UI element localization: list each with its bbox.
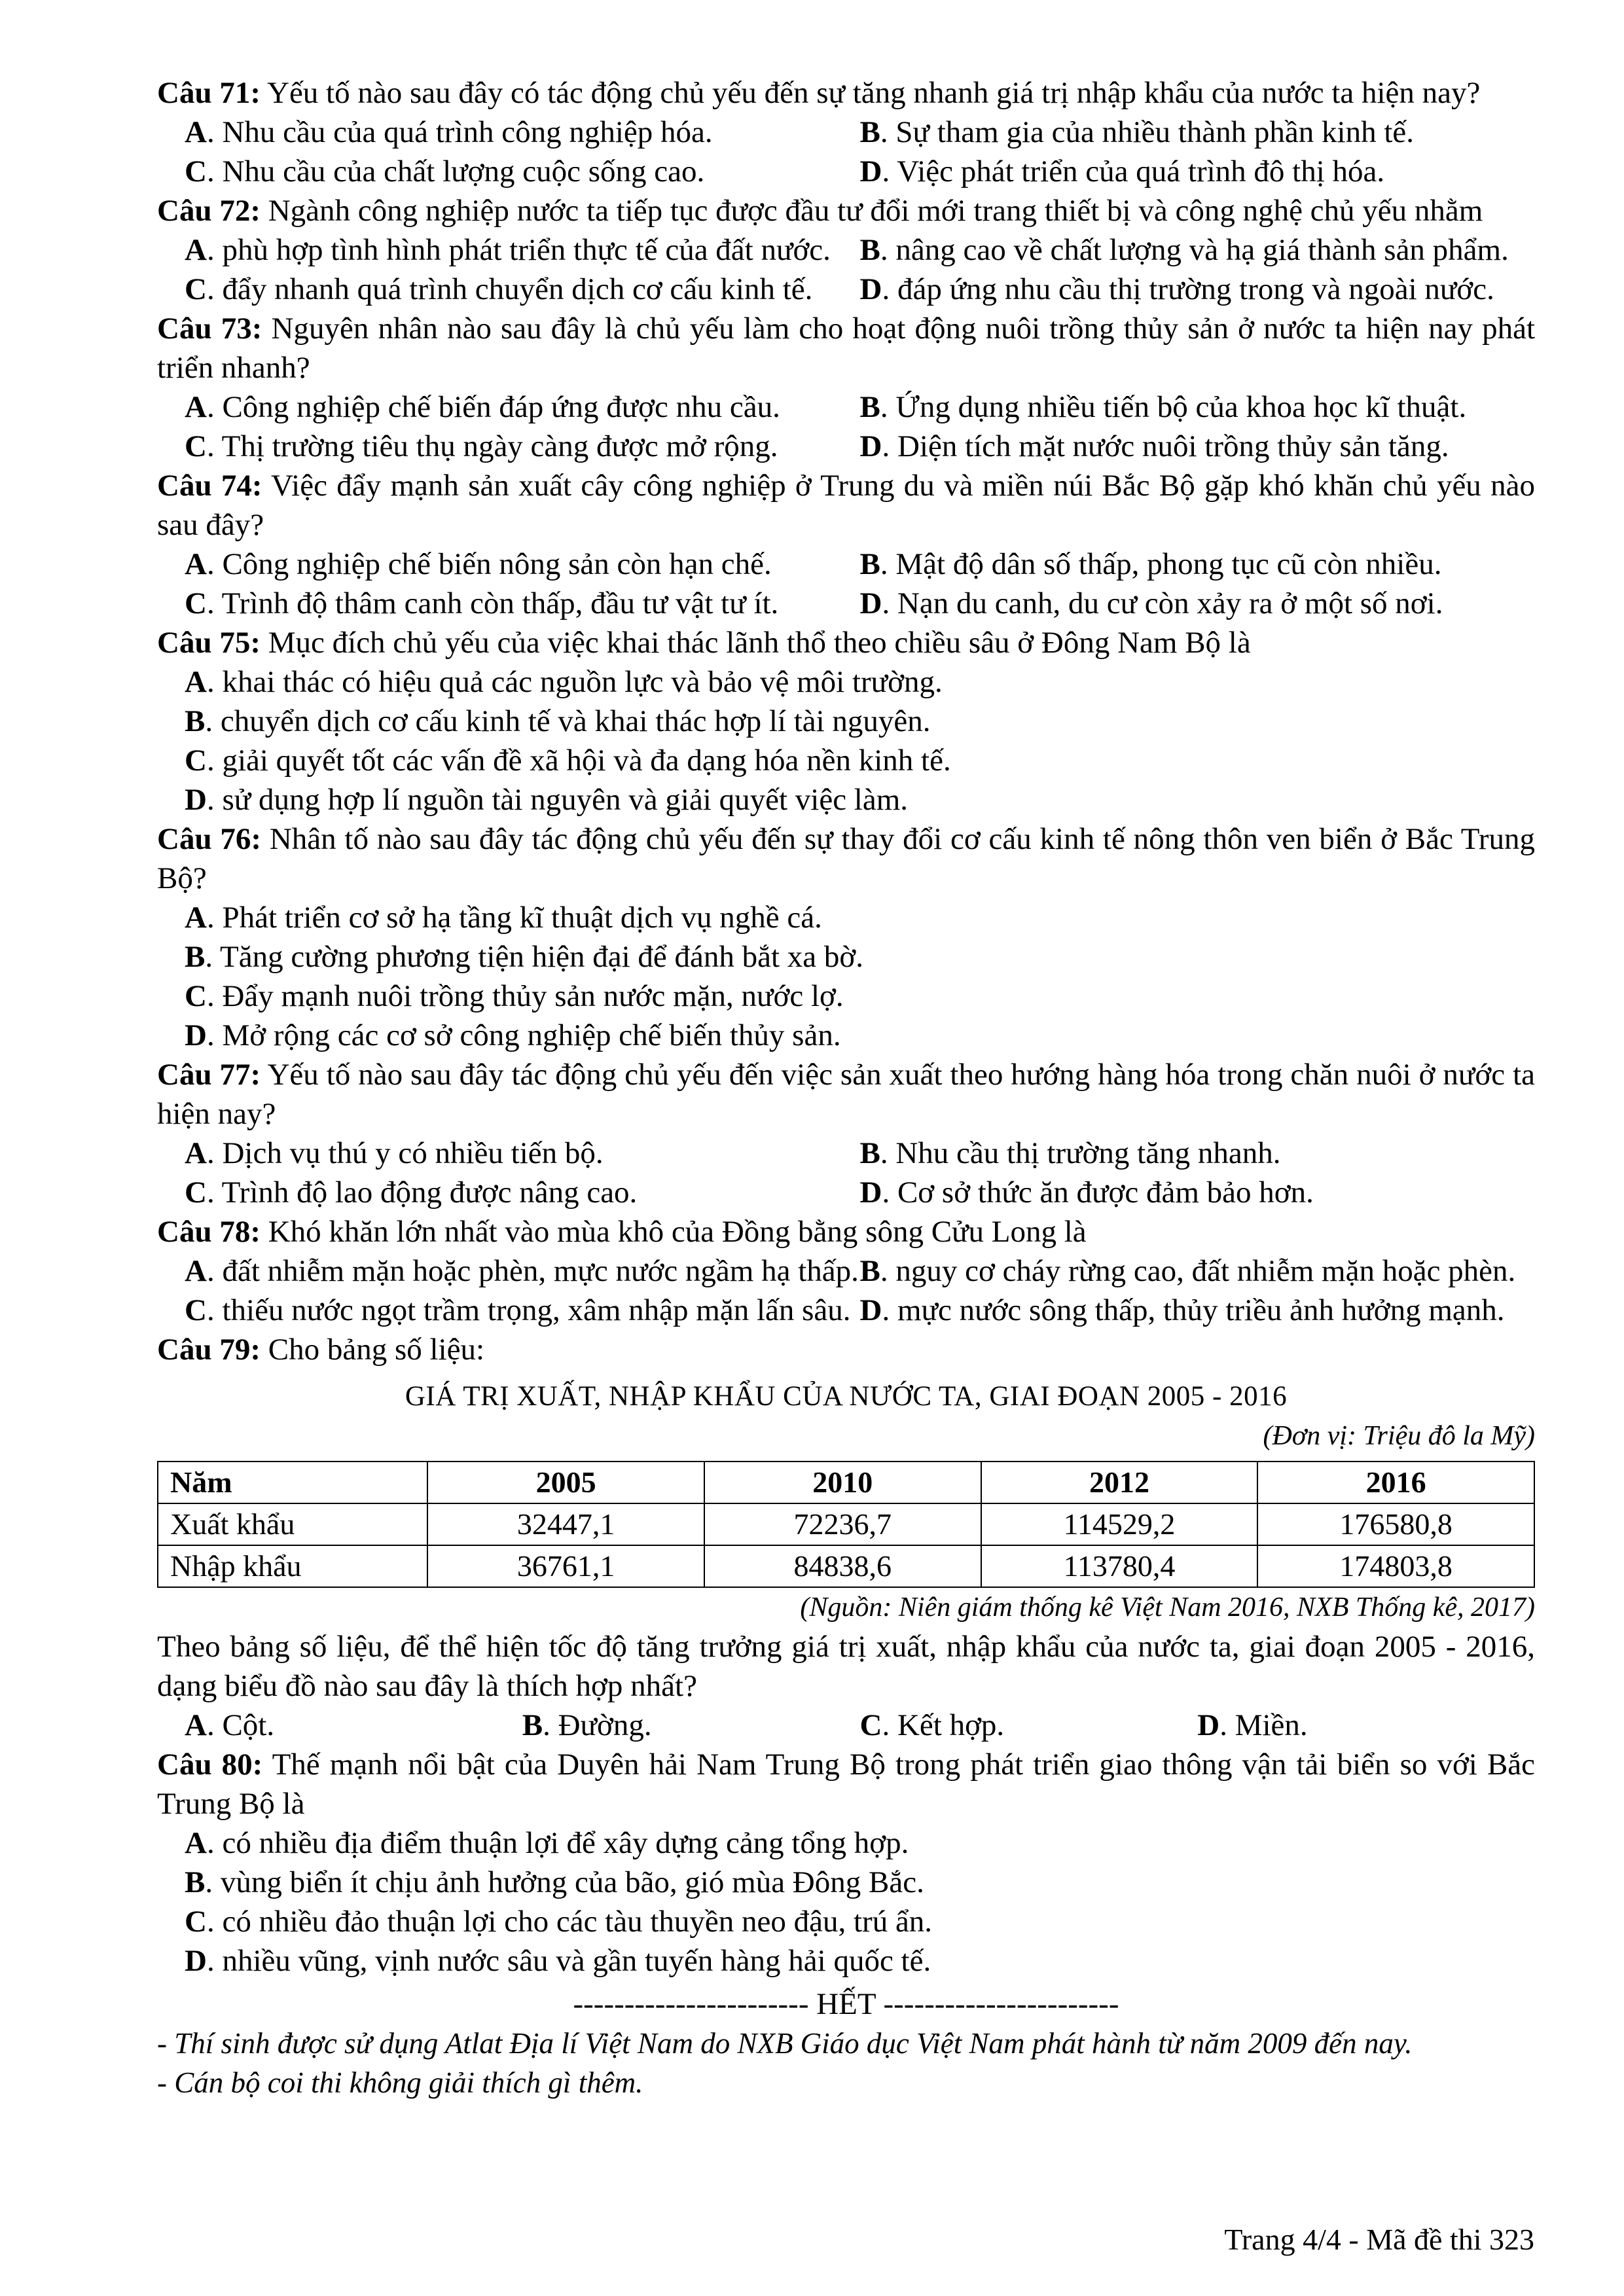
question-76: [157, 819, 1535, 1055]
option-a: A. Nhu cầu của quá trình công nghiệp hóa.: [185, 115, 713, 149]
option-d: D. Việc phát triển của quá trình đô thị hóa.: [859, 154, 1385, 188]
question-number: Câu 74:: [157, 469, 262, 503]
question-text: Yếu tố nào sau đây tác động chủ yếu đến việc sản xuất theo hướng hàng hóa trong chăn nuôi ở nước ta hiện nay?: [157, 1058, 1536, 1131]
option-c: C. Trình độ lao động được nâng cao.: [185, 1175, 638, 1210]
option-a: A. Công nghiệp chế biến nông sản còn hạn chế.: [185, 547, 772, 581]
question-text: Nhân tố nào sau đây tác động chủ yếu đến sự thay đổi cơ cấu kinh tế nông thôn ven biển ở Bắc Trung Bộ?: [157, 822, 1535, 895]
option-d: D. Diện tích mặt nước nuôi trồng thủy sản tăng.: [859, 429, 1449, 463]
table-cell: 36761,1: [427, 1545, 704, 1587]
option-a: A. phù hợp tình hình phát triển thực tế của đất nước.: [185, 233, 831, 267]
option-b: B. vùng biển ít chịu ảnh hưởng của bão, gió mùa Đông Bắc.: [185, 1865, 924, 1899]
exam-notes: [157, 2024, 1535, 2102]
option-b: B. chuyển dịch cơ cấu kinh tế và khai thác hợp lí tài nguyên.: [185, 704, 931, 738]
table-row: [158, 1503, 1534, 1545]
option-d: D. Nạn du canh, du cư còn xảy ra ở một số nơi.: [859, 586, 1443, 620]
question-text: Nguyên nhân nào sau đây là chủ yếu làm cho hoạt động nuôi trồng thủy sản ở nước ta hiện nay phát triển nhanh?: [157, 312, 1535, 385]
option-c: C. giải quyết tốt các vấn đề xã hội và đa dạng hóa nền kinh tế.: [185, 744, 951, 778]
option-c: C. Nhu cầu của chất lượng cuộc sống cao.: [185, 154, 705, 188]
option-c: C. có nhiều đảo thuận lợi cho các tàu thuyền neo đậu, trú ẩn.: [185, 1905, 933, 1939]
question-text: Việc đẩy mạnh sản xuất cây công nghiệp ở Trung du và miền núi Bắc Bộ gặp khó khăn chủ yếu nào sau đây?: [157, 469, 1535, 542]
note-proctor: - Cán bộ coi thi không giải thích gì thêm.: [157, 2066, 643, 2099]
option-b: B. Ứng dụng nhiều tiến bộ của khoa học kĩ thuật.: [859, 390, 1467, 424]
table-cell: 174803,8: [1257, 1545, 1534, 1587]
option-a: A. khai thác có hiệu quả các nguồn lực và bảo vệ môi trường.: [185, 665, 943, 699]
page-footer: Trang 4/4 - Mã đề thi 323: [1224, 2223, 1534, 2256]
exam-page: [157, 73, 1535, 2102]
option-d: D. Mở rộng các cơ sở công nghiệp chế biến thủy sản.: [185, 1018, 841, 1052]
question-78: [157, 1212, 1535, 1330]
table-header-cell: 2005: [427, 1462, 704, 1503]
table-cell: 176580,8: [1257, 1503, 1534, 1545]
question-text: Yếu tố nào sau đây có tác động chủ yếu đến sự tăng nhanh giá trị nhập khẩu của nước ta hiện nay?: [267, 76, 1481, 110]
option-b: B. Nhu cầu thị trường tăng nhanh.: [859, 1136, 1281, 1170]
question-79: [157, 1330, 1535, 1745]
question-number: Câu 71:: [157, 76, 261, 110]
question-number: Câu 78:: [157, 1215, 261, 1249]
data-table: [157, 1461, 1535, 1588]
option-a: A. đất nhiễm mặn hoặc phèn, mực nước ngầm hạ thấp.: [185, 1254, 859, 1288]
option-d: D. Miền.: [1197, 1708, 1308, 1742]
question-text: Ngành công nghiệp nước ta tiếp tục được đầu tư đổi mới trang thiết bị và công nghệ chủ yếu nhằm: [268, 194, 1483, 228]
table-cell: Xuất khẩu: [158, 1503, 427, 1545]
table-header-cell: 2012: [981, 1462, 1258, 1503]
option-d: D. Cơ sở thức ăn được đảm bảo hơn.: [859, 1175, 1314, 1210]
table-source: (Nguồn: Niên giám thống kê Việt Nam 2016, NXB Thống kê, 2017): [800, 1592, 1535, 1623]
table-cell: 72236,7: [704, 1503, 981, 1545]
option-d: D. đáp ứng nhu cầu thị trường trong và ngoài nước.: [859, 272, 1494, 306]
option-b: B. nâng cao về chất lượng và hạ giá thành sản phẩm.: [859, 233, 1509, 267]
question-77: [157, 1055, 1535, 1212]
question-number: Câu 77:: [157, 1058, 261, 1092]
question-text: Cho bảng số liệu:: [268, 1333, 485, 1367]
end-marker: ----------------------- HẾT -----------------------: [573, 1987, 1119, 2021]
question-75: [157, 623, 1535, 819]
question-number: Câu 76:: [157, 822, 262, 856]
option-c: C. Trình độ thâm canh còn thấp, đầu tư vật tư ít.: [185, 586, 779, 620]
option-d: D. mực nước sông thấp, thủy triều ảnh hưởng mạnh.: [859, 1293, 1505, 1327]
table-cell: Nhập khẩu: [158, 1545, 427, 1587]
table-cell: 113780,4: [981, 1545, 1258, 1587]
table-title: GIÁ TRỊ XUẤT, NHẬP KHẨU CỦA NƯỚC TA, GIAI ĐOẠN 2005 - 2016: [405, 1381, 1288, 1412]
table-header-row: [158, 1462, 1534, 1503]
question-80: [157, 1745, 1535, 1981]
table-header-cell: 2010: [704, 1462, 981, 1503]
question-73: [157, 309, 1535, 466]
question-text: Thế mạnh nổi bật của Duyên hải Nam Trung Bộ trong phát triển giao thông vận tải biển so với Bắc Trung Bộ là: [157, 1748, 1536, 1821]
question-number: Câu 73:: [157, 312, 262, 346]
question-72: [157, 191, 1535, 309]
option-a: A. Công nghiệp chế biến đáp ứng được nhu cầu.: [185, 390, 780, 424]
option-c: C. Thị trường tiêu thụ ngày càng được mở rộng.: [185, 429, 778, 463]
option-a: A. có nhiều địa điểm thuận lợi để xây dựng cảng tổng hợp.: [185, 1826, 909, 1860]
table-cell: 32447,1: [427, 1503, 704, 1545]
note-atlat: - Thí sinh được sử dụng Atlat Địa lí Việt Nam do NXB Giáo dục Việt Nam phát hành từ năm 2009 đến nay.: [157, 2027, 1413, 2060]
option-a: A. Dịch vụ thú y có nhiều tiến bộ.: [185, 1136, 604, 1170]
option-b: B. Đường.: [522, 1708, 652, 1742]
option-c: C. đẩy nhanh quá trình chuyển dịch cơ cấu kinh tế.: [185, 272, 813, 306]
option-b: B. Sự tham gia của nhiều thành phần kinh tế.: [859, 115, 1415, 149]
option-a: A. Phát triển cơ sở hạ tầng kĩ thuật dịch vụ nghề cá.: [185, 901, 822, 935]
table-header-cell: Năm: [158, 1462, 427, 1503]
question-79-prompt: Theo bảng số liệu, để thể hiện tốc độ tăng trưởng giá trị xuất, nhập khẩu của nước ta, giai đoạn 2005 - 2016, dạng biểu đồ nào sau đây là thích hợp nhất?: [157, 1630, 1535, 1703]
question-71: [157, 73, 1535, 191]
table-cell: 114529,2: [981, 1503, 1258, 1545]
question-number: Câu 80:: [157, 1748, 263, 1782]
question-74: [157, 466, 1535, 623]
option-c: C. Đẩy mạnh nuôi trồng thủy sản nước mặn, nước lợ.: [185, 979, 844, 1013]
option-c: C. thiếu nước ngọt trầm trọng, xâm nhập mặn lấn sâu.: [185, 1293, 851, 1327]
table-unit: (Đơn vị: Triệu đô la Mỹ): [1263, 1421, 1535, 1451]
table-cell: 84838,6: [704, 1545, 981, 1587]
question-number: Câu 79:: [157, 1333, 261, 1367]
table-header-cell: 2016: [1257, 1462, 1534, 1503]
question-text: Khó khăn lớn nhất vào mùa khô của Đồng bằng sông Cửu Long là: [268, 1215, 1087, 1249]
option-b: B. nguy cơ cháy rừng cao, đất nhiễm mặn hoặc phèn.: [859, 1254, 1516, 1288]
option-b: B. Tăng cường phương tiện hiện đại để đánh bắt xa bờ.: [185, 940, 864, 974]
option-b: B. Mật độ dân số thấp, phong tục cũ còn nhiều.: [859, 547, 1442, 581]
option-d: D. nhiều vũng, vịnh nước sâu và gần tuyến hàng hải quốc tế.: [185, 1944, 931, 1978]
question-number: Câu 72:: [157, 194, 261, 228]
table-row: [158, 1545, 1534, 1587]
option-c: C. Kết hợp.: [859, 1708, 1005, 1742]
question-number: Câu 75:: [157, 626, 261, 660]
option-d: D. sử dụng hợp lí nguồn tài nguyên và giải quyết việc làm.: [185, 783, 909, 817]
option-a: A. Cột.: [185, 1708, 275, 1742]
question-text: Mục đích chủ yếu của việc khai thác lãnh thổ theo chiều sâu ở Đông Nam Bộ là: [268, 626, 1251, 660]
